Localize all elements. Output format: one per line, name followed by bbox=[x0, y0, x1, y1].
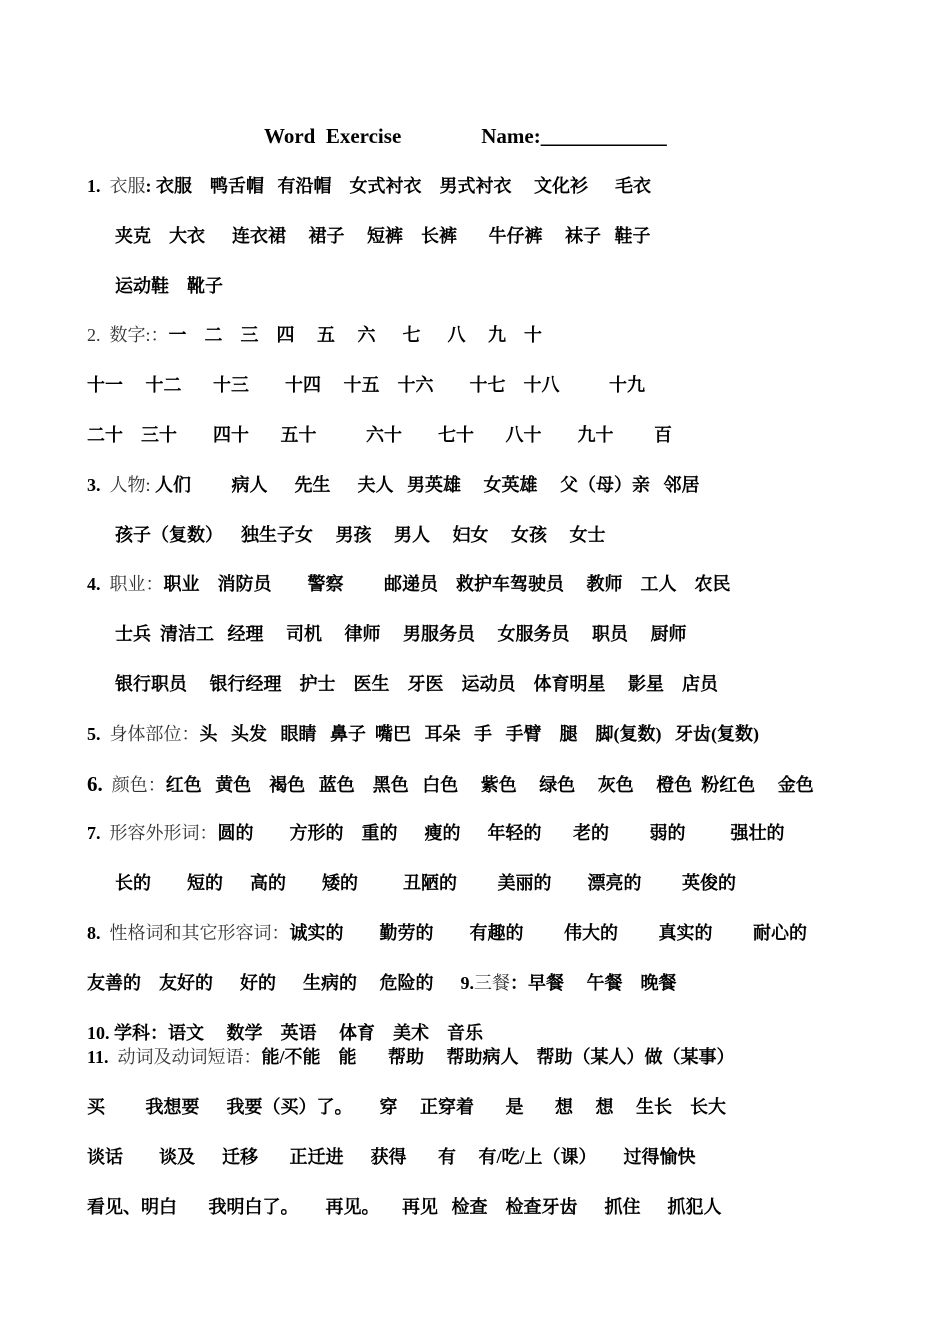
item-number: 11. bbox=[87, 1047, 109, 1067]
item-number: 5. bbox=[87, 724, 101, 744]
word-list: ：早餐 午餐 晚餐 bbox=[510, 973, 677, 993]
list-item-people bbox=[87, 473, 700, 497]
list-item-continued bbox=[87, 373, 645, 397]
list-item-continued bbox=[115, 672, 718, 696]
list-item-continued bbox=[115, 871, 736, 895]
category-label: 数字:： bbox=[100, 325, 169, 345]
list-item-clothes bbox=[87, 174, 651, 198]
list-item-jobs bbox=[87, 572, 731, 596]
word-list: 一 二 三 四 五 六 七 八 九 十 bbox=[168, 325, 543, 345]
item-number: 8. bbox=[87, 923, 101, 943]
list-item-continued bbox=[115, 274, 223, 298]
category-label: 三餐 bbox=[474, 973, 510, 993]
word-list: 十一 十二 十三 十四 十五 十六 十七 十八 十九 bbox=[87, 375, 645, 395]
word-list: : 衣服 鸭舌帽 有沿帽 女式衬衣 男式衬衣 文化衫 毛衣 bbox=[145, 176, 651, 196]
word-list: 学科：语文 数学 英语 体育 美术 音乐 bbox=[109, 1023, 483, 1043]
list-item-continued bbox=[87, 423, 672, 447]
word-list: 银行职员 银行经理 护士 医生 牙医 运动员 体育明星 影星 店员 bbox=[115, 674, 718, 694]
category-label: 职业： bbox=[100, 574, 164, 594]
category-label: 性格词和其它形容词： bbox=[100, 923, 290, 943]
list-item-appearance bbox=[87, 821, 785, 845]
list-item-continued bbox=[87, 1145, 696, 1169]
list-item-continued bbox=[115, 224, 651, 248]
item-number: 7. bbox=[87, 823, 101, 843]
list-item-continued bbox=[115, 523, 606, 547]
category-label: 衣服 bbox=[100, 176, 146, 196]
word-list: 士兵 清洁工 经理 司机 律师 男服务员 女服务员 职员 厨师 bbox=[115, 624, 687, 644]
title-text: Word Exercise bbox=[264, 124, 402, 148]
word-list: 夹克 大衣 连衣裙 裙子 短裤 长裤 牛仔裤 袜子 鞋子 bbox=[115, 226, 651, 246]
word-list: 看见、明白 我明白了。 再见。 再见 检查 检查牙齿 抓住 抓犯人 bbox=[87, 1197, 722, 1217]
word-list: 谈话 谈及 迁移 正迁进 获得 有 有/吃/上（课） 过得愉快 bbox=[87, 1147, 696, 1167]
name-field: Name:____________ bbox=[481, 124, 667, 148]
list-item-colors bbox=[87, 772, 814, 797]
word-list: 人们 病人 先生 夫人 男英雄 女英雄 父（母）亲 邻居 bbox=[155, 475, 700, 495]
item-number: 6. bbox=[87, 772, 103, 796]
item-number: 4. bbox=[87, 574, 101, 594]
category-label: 动词及动词短语： bbox=[108, 1047, 262, 1067]
list-item-subjects bbox=[87, 1021, 483, 1045]
list-item-continued bbox=[87, 1095, 726, 1119]
word-list: 诚实的 勤劳的 有趣的 伟大的 真实的 耐心的 bbox=[289, 923, 807, 943]
word-list: 能/不能 能 帮助 帮助病人 帮助（某人）做（某事） bbox=[261, 1047, 735, 1067]
word-list: 头 头发 眼睛 鼻子 嘴巴 耳朵 手 手臂 腿 脚(复数) 牙齿(复数) bbox=[199, 724, 759, 744]
list-item-verbs bbox=[87, 1045, 735, 1069]
word-list: 红色 黄色 褐色 蓝色 黑色 白色 紫色 绿色 灰色 橙色 粉红色 金色 bbox=[165, 775, 814, 795]
list-item-continued bbox=[115, 622, 687, 646]
word-list: 圆的 方形的 重的 瘦的 年轻的 老的 弱的 强壮的 bbox=[217, 823, 785, 843]
list-item-numbers bbox=[87, 323, 542, 347]
list-item-continued bbox=[87, 1195, 722, 1219]
item-number: 3. bbox=[87, 475, 101, 495]
list-item-character bbox=[87, 921, 807, 945]
word-list: 运动鞋 靴子 bbox=[115, 276, 223, 296]
word-list: 二十 三十 四十 五十 六十 七十 八十 九十 百 bbox=[87, 425, 672, 445]
word-list: 买 我想要 我要（买）了。 穿 正穿着 是 想 想 生长 长大 bbox=[87, 1097, 726, 1117]
item-number: 1. bbox=[87, 176, 101, 196]
item-number: 10. bbox=[87, 1023, 110, 1043]
word-list: 职业 消防员 警察 邮递员 救护车驾驶员 教师 工人 农民 bbox=[163, 574, 731, 594]
list-item-meals bbox=[87, 971, 677, 995]
worksheet-title bbox=[264, 124, 667, 149]
category-label: 人物: bbox=[100, 475, 156, 495]
category-label: 身体部位： bbox=[100, 724, 200, 744]
word-list: 孩子（复数） 独生子女 男孩 男人 妇女 女孩 女士 bbox=[115, 525, 606, 545]
category-label: 颜色： bbox=[102, 775, 166, 795]
word-list: 长的 短的 高的 矮的 丑陋的 美丽的 漂亮的 英俊的 bbox=[115, 873, 736, 893]
word-list: 友善的 友好的 好的 生病的 危险的 9. bbox=[87, 973, 474, 993]
item-number: 2. bbox=[87, 325, 101, 345]
list-item-body-parts bbox=[87, 722, 759, 746]
category-label: 形容外形词： bbox=[100, 823, 218, 843]
